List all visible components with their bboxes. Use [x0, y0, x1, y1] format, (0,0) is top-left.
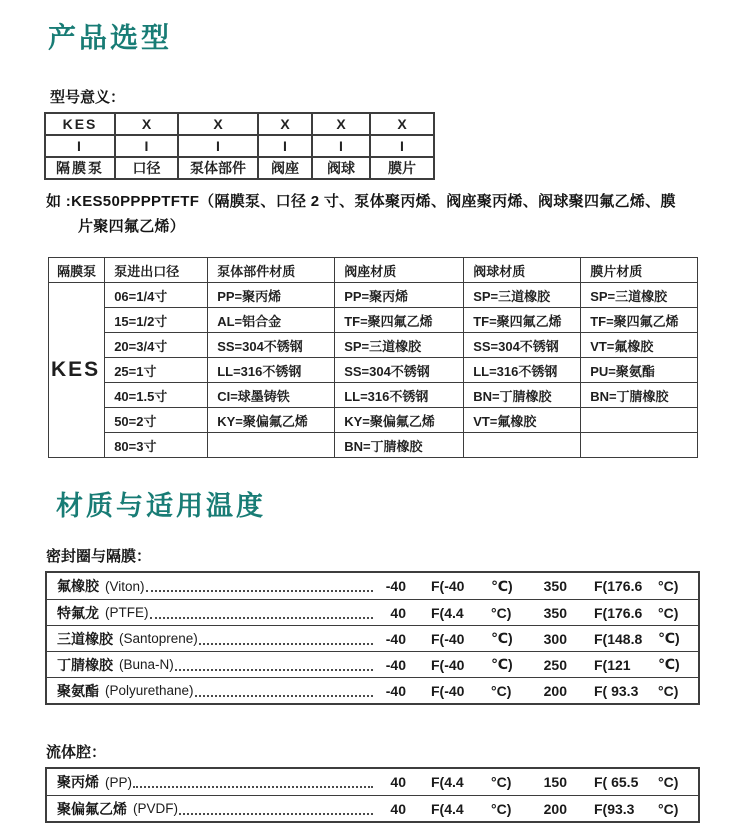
model-code-row	[45, 135, 434, 157]
temp-high-c: F( 93.3	[594, 682, 639, 699]
selection-cell: PP=聚丙烯	[208, 283, 335, 308]
selection-cell: 40=1.5寸	[105, 383, 208, 408]
temp-low-f: 40	[390, 800, 406, 817]
selection-cell: TF=聚四氟乙烯	[464, 308, 581, 333]
temp-low-unit: °C)	[491, 774, 512, 790]
temp-low-c: F(4.4	[431, 604, 464, 621]
material-name: 三道橡胶	[57, 630, 113, 647]
temp-high-c: F(176.6	[594, 578, 643, 594]
selection-cell: PP=聚丙烯	[335, 283, 464, 308]
temp-high-unit: °C)	[658, 800, 679, 817]
temp-high-f: 250	[543, 656, 567, 673]
selection-cell: SS=304不锈钢	[208, 333, 335, 358]
temp-low-f: 40	[390, 604, 406, 621]
selection-row	[49, 308, 698, 333]
temp-row	[47, 677, 698, 703]
model-cell: I	[178, 135, 258, 157]
selection-header: 泵进出口径	[105, 258, 208, 283]
temp-high-c: F(93.3	[594, 800, 635, 817]
temp-high-f: 200	[543, 800, 567, 817]
dotted-leader	[175, 669, 373, 671]
temp-high-f: 200	[543, 682, 567, 699]
temp-low-c: F(-40	[431, 682, 465, 699]
selection-row	[49, 358, 698, 383]
temp-high-f: 350	[543, 578, 567, 594]
model-example-line2: 片聚四氟乙烯）	[78, 218, 186, 235]
model-cell: I	[258, 135, 312, 157]
material-name: 氟橡胶	[57, 578, 99, 594]
temp-low-f: -40	[385, 630, 406, 647]
model-cell: 隔膜泵	[45, 157, 115, 179]
material-name: 丁腈橡胶	[57, 656, 113, 673]
selection-header: 膜片材质	[581, 258, 698, 283]
temp-row	[47, 769, 698, 795]
selection-cell: VT=氟橡胶	[581, 333, 698, 358]
temp-high-unit: ℃)	[658, 630, 680, 646]
selection-cell: LL=316不锈钢	[464, 358, 581, 383]
material-name: 特氟龙	[57, 604, 99, 621]
temp-high-c: F(121	[594, 656, 631, 673]
material-name-en: (PTFE)	[105, 605, 149, 620]
temp-low-unit: ℃)	[491, 656, 513, 672]
temp-low-unit: ℃)	[491, 577, 513, 594]
temp-low-c: F(4.4	[431, 774, 464, 790]
model-example-line1: 如 :KES50PPPPTFTF（隔膜泵、口径 2 寸、泵体聚丙烯、阀座聚丙烯、阀球聚四氟乙烯、膜	[46, 193, 676, 210]
model-code-row	[45, 113, 434, 135]
temp-low-unit: °C)	[491, 682, 512, 699]
selection-cell: TF=聚四氟乙烯	[581, 308, 698, 333]
selection-cell	[581, 433, 698, 458]
selection-row	[49, 408, 698, 433]
temp-high-f: 300	[543, 630, 567, 647]
selection-cell	[464, 433, 581, 458]
page-title: 产品选型	[48, 22, 173, 53]
temp-high-c: F(148.8	[594, 630, 643, 647]
selection-cell: BN=丁腈橡胶	[581, 383, 698, 408]
model-cell: X	[178, 113, 258, 135]
selection-cell: KY=聚偏氟乙烯	[208, 408, 335, 433]
material-name-en: (PVDF)	[133, 801, 178, 816]
dotted-leader	[150, 617, 374, 619]
seal-section-label: 密封圈与隔膜：	[46, 548, 152, 565]
material-name-en: (Viton)	[105, 578, 145, 594]
selection-cell: SP=三道橡胶	[464, 283, 581, 308]
dotted-leader	[133, 786, 373, 788]
model-cell: 口径	[115, 157, 178, 179]
model-example	[46, 189, 750, 239]
selection-header: 阀球材质	[464, 258, 581, 283]
temp-low-c: F(-40	[431, 656, 465, 673]
temp-high-unit: °C)	[658, 682, 679, 699]
temp-row	[47, 625, 698, 651]
model-cell: I	[115, 135, 178, 157]
temp-low-f: -40	[385, 682, 406, 699]
temp-low-c: F(4.4	[431, 800, 464, 817]
temp-high-c: F(176.6	[594, 604, 643, 621]
model-cell: I	[45, 135, 115, 157]
temp-row	[47, 795, 698, 821]
series-code-cell: KES	[49, 283, 105, 458]
temp-high-unit: °C)	[658, 604, 679, 621]
selection-cell: LL=316不锈钢	[208, 358, 335, 383]
temp-low-unit: ℃)	[491, 630, 513, 646]
selection-cell: CI=球墨铸铁	[208, 383, 335, 408]
model-cell: X	[370, 113, 434, 135]
selection-cell: 25=1寸	[105, 358, 208, 383]
temp-high-f: 350	[543, 604, 567, 621]
model-cell: X	[312, 113, 370, 135]
model-cell: I	[370, 135, 434, 157]
selection-cell: 20=3/4寸	[105, 333, 208, 358]
material-name-en: (Santoprene)	[119, 631, 198, 646]
selection-row	[49, 383, 698, 408]
model-code-row	[45, 157, 434, 179]
material-selection-table	[48, 257, 698, 458]
selection-header: 泵体部件材质	[208, 258, 335, 283]
section-title-materials: 材质与适用温度	[56, 491, 266, 521]
temp-low-c: F(-40	[431, 630, 465, 647]
selection-cell: LL=316不锈钢	[335, 383, 464, 408]
selection-cell: BN=丁腈橡胶	[335, 433, 464, 458]
dotted-leader	[199, 643, 373, 645]
selection-cell: BN=丁腈橡胶	[464, 383, 581, 408]
selection-header-row	[49, 258, 698, 283]
temp-high-unit: °C)	[658, 774, 679, 790]
selection-cell	[581, 408, 698, 433]
model-code-table	[44, 112, 435, 180]
temp-high-unit: °C)	[658, 578, 679, 594]
selection-cell: TF=聚四氟乙烯	[335, 308, 464, 333]
selection-header: 阀座材质	[335, 258, 464, 283]
temp-row	[47, 651, 698, 677]
selection-cell: SP=三道橡胶	[581, 283, 698, 308]
selection-cell: SP=三道橡胶	[335, 333, 464, 358]
dotted-leader	[146, 590, 373, 592]
model-cell: 泵体部件	[178, 157, 258, 179]
model-cell: 膜片	[370, 157, 434, 179]
selection-cell: 15=1/2寸	[105, 308, 208, 333]
selection-cell: 50=2寸	[105, 408, 208, 433]
selection-cell: 06=1/4寸	[105, 283, 208, 308]
selection-row	[49, 433, 698, 458]
selection-cell: VT=氟橡胶	[464, 408, 581, 433]
material-name-en: (PP)	[105, 774, 132, 790]
material-name: 聚氨酯	[57, 682, 99, 699]
dotted-leader	[179, 813, 373, 815]
selection-cell: PU=聚氨酯	[581, 358, 698, 383]
model-cell: X	[258, 113, 312, 135]
model-cell: 阀球	[312, 157, 370, 179]
temp-low-f: -40	[385, 656, 406, 673]
material-name-en: (Buna-N)	[119, 657, 174, 672]
selection-cell	[208, 433, 335, 458]
model-cell: X	[115, 113, 178, 135]
fluid-temperature-table	[45, 767, 700, 823]
model-meaning-label: 型号意义：	[50, 89, 126, 106]
model-cell: 阀座	[258, 157, 312, 179]
model-cell: I	[312, 135, 370, 157]
material-name-en: (Polyurethane)	[105, 683, 194, 698]
selection-row	[49, 283, 698, 308]
temp-high-f: 150	[543, 774, 567, 790]
selection-cell: SS=304不锈钢	[335, 358, 464, 383]
temp-row	[47, 599, 698, 625]
selection-cell: SS=304不锈钢	[464, 333, 581, 358]
material-name: 聚偏氟乙烯	[57, 800, 127, 817]
selection-cell: 80=3寸	[105, 433, 208, 458]
temp-low-f: 40	[390, 774, 406, 790]
temp-low-f: -40	[385, 578, 406, 594]
fluid-section-label: 流体腔：	[46, 744, 107, 761]
model-cell: KES	[45, 113, 115, 135]
selection-cell: KY=聚偏氟乙烯	[335, 408, 464, 433]
temp-low-c: F(-40	[431, 578, 465, 594]
temp-high-c: F( 65.5	[594, 774, 639, 790]
selection-row	[49, 333, 698, 358]
temp-low-unit: °C)	[491, 604, 512, 621]
temp-row	[47, 573, 698, 599]
temp-high-unit: ℃)	[658, 656, 680, 672]
seal-temperature-table	[45, 571, 700, 705]
selection-cell: AL=铝合金	[208, 308, 335, 333]
temp-low-unit: °C)	[491, 800, 512, 817]
material-name: 聚丙烯	[57, 774, 99, 790]
selection-header: 隔膜泵	[49, 258, 105, 283]
dotted-leader	[195, 695, 373, 697]
